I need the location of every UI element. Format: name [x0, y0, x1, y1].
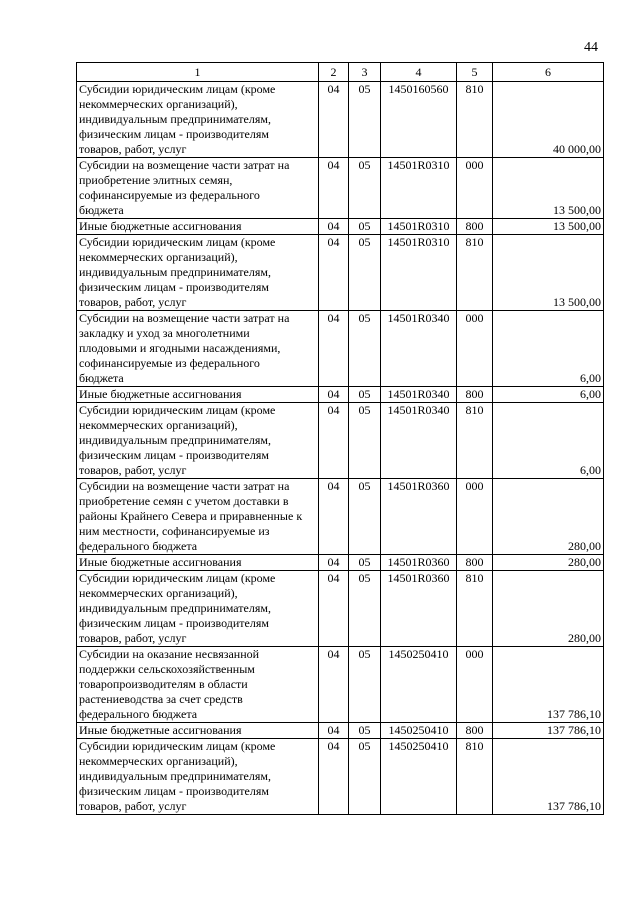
row-section-cell: 04 [319, 739, 349, 815]
row-name-cell: Субсидии на возмещение части затрат на приобретение элитных семян, софинансируемые из федерального бюджета [77, 158, 319, 219]
row-expense-type-cell: 800 [457, 219, 493, 235]
row-subsection-cell: 05 [349, 403, 381, 479]
row-expense-type-cell: 800 [457, 387, 493, 403]
header-col-5: 5 [457, 63, 493, 82]
row-section-cell: 04 [319, 82, 349, 158]
row-expense-type-cell: 810 [457, 235, 493, 311]
header-col-1: 1 [77, 63, 319, 82]
row-subsection-cell: 05 [349, 158, 381, 219]
table-row [77, 723, 604, 739]
row-expense-type-cell: 000 [457, 647, 493, 723]
row-expense-type-cell: 800 [457, 555, 493, 571]
row-target-code-cell: 14501R0340 [381, 403, 457, 479]
row-name-cell: Субсидии юридическим лицам (кроме некоммерческих организаций), индивидуальным предпринимателям, физическим лицам - производителям товаров, работ, услуг [77, 571, 319, 647]
header-col-2: 2 [319, 63, 349, 82]
table-row [77, 219, 604, 235]
row-amount-cell: 137 786,10 [493, 647, 604, 723]
row-name-cell: Иные бюджетные ассигнования [77, 555, 319, 571]
row-section-cell: 04 [319, 647, 349, 723]
table-row [77, 479, 604, 555]
row-amount-cell: 13 500,00 [493, 158, 604, 219]
row-amount-cell: 6,00 [493, 403, 604, 479]
row-subsection-cell: 05 [349, 479, 381, 555]
row-subsection-cell: 05 [349, 739, 381, 815]
row-target-code-cell: 14501R0360 [381, 571, 457, 647]
row-target-code-cell: 14501R0310 [381, 158, 457, 219]
row-name-cell: Субсидии юридическим лицам (кроме некоммерческих организаций), индивидуальным предпринимателям, физическим лицам - производителям товаров, работ, услуг [77, 82, 319, 158]
table-row [77, 571, 604, 647]
row-subsection-cell: 05 [349, 723, 381, 739]
row-section-cell: 04 [319, 403, 349, 479]
row-expense-type-cell: 000 [457, 479, 493, 555]
table-row [77, 555, 604, 571]
row-subsection-cell: 05 [349, 555, 381, 571]
page-number: 44 [584, 40, 598, 55]
row-section-cell: 04 [319, 219, 349, 235]
row-subsection-cell: 05 [349, 219, 381, 235]
row-target-code-cell: 14501R0360 [381, 555, 457, 571]
row-section-cell: 04 [319, 311, 349, 387]
row-name-cell: Субсидии юридическим лицам (кроме некоммерческих организаций), индивидуальным предпринимателям, физическим лицам - производителям товаров, работ, услуг [77, 235, 319, 311]
row-name-cell: Иные бюджетные ассигнования [77, 219, 319, 235]
row-amount-cell: 137 786,10 [493, 723, 604, 739]
header-col-3: 3 [349, 63, 381, 82]
row-amount-cell: 280,00 [493, 555, 604, 571]
row-subsection-cell: 05 [349, 387, 381, 403]
row-name-cell: Субсидии на возмещение части затрат на закладку и уход за многолетними плодовыми и ягодными насаждениями, софинансируемые из федерального бюджета [77, 311, 319, 387]
row-section-cell: 04 [319, 387, 349, 403]
table-row [77, 403, 604, 479]
table-row [77, 82, 604, 158]
row-amount-cell: 6,00 [493, 387, 604, 403]
row-expense-type-cell: 000 [457, 158, 493, 219]
row-section-cell: 04 [319, 479, 349, 555]
table-row [77, 158, 604, 219]
budget-table [76, 62, 604, 815]
row-subsection-cell: 05 [349, 571, 381, 647]
header-col-4: 4 [381, 63, 457, 82]
row-name-cell: Субсидии юридическим лицам (кроме некоммерческих организаций), индивидуальным предпринимателям, физическим лицам - производителям товаров, работ, услуг [77, 403, 319, 479]
row-section-cell: 04 [319, 158, 349, 219]
row-target-code-cell: 14501R0360 [381, 479, 457, 555]
row-expense-type-cell: 810 [457, 403, 493, 479]
row-name-cell: Субсидии на возмещение части затрат на приобретение семян с учетом доставки в районы Крайнего Севера и приравненные к ним местности, софинансируемые из федерального бюджета [77, 479, 319, 555]
row-section-cell: 04 [319, 555, 349, 571]
table-header-row [77, 63, 604, 82]
row-target-code-cell: 1450250410 [381, 647, 457, 723]
row-amount-cell: 6,00 [493, 311, 604, 387]
row-expense-type-cell: 810 [457, 82, 493, 158]
row-amount-cell: 13 500,00 [493, 235, 604, 311]
row-expense-type-cell: 800 [457, 723, 493, 739]
row-subsection-cell: 05 [349, 311, 381, 387]
row-subsection-cell: 05 [349, 235, 381, 311]
row-expense-type-cell: 810 [457, 739, 493, 815]
table-body [77, 82, 604, 815]
header-col-6: 6 [493, 63, 604, 82]
table-row [77, 235, 604, 311]
row-target-code-cell: 1450250410 [381, 739, 457, 815]
row-section-cell: 04 [319, 723, 349, 739]
row-subsection-cell: 05 [349, 82, 381, 158]
table-row [77, 739, 604, 815]
row-section-cell: 04 [319, 235, 349, 311]
row-name-cell: Субсидии юридическим лицам (кроме некоммерческих организаций), индивидуальным предпринимателям, физическим лицам - производителям товаров, работ, услуг [77, 739, 319, 815]
table-row [77, 311, 604, 387]
row-target-code-cell: 14501R0340 [381, 311, 457, 387]
row-expense-type-cell: 810 [457, 571, 493, 647]
row-amount-cell: 280,00 [493, 571, 604, 647]
row-amount-cell: 280,00 [493, 479, 604, 555]
row-target-code-cell: 14501R0310 [381, 219, 457, 235]
row-target-code-cell: 1450250410 [381, 723, 457, 739]
row-name-cell: Иные бюджетные ассигнования [77, 387, 319, 403]
row-expense-type-cell: 000 [457, 311, 493, 387]
row-amount-cell: 40 000,00 [493, 82, 604, 158]
table-row [77, 647, 604, 723]
row-name-cell: Иные бюджетные ассигнования [77, 723, 319, 739]
table-row [77, 387, 604, 403]
row-target-code-cell: 14501R0310 [381, 235, 457, 311]
row-subsection-cell: 05 [349, 647, 381, 723]
row-target-code-cell: 1450160560 [381, 82, 457, 158]
row-amount-cell: 13 500,00 [493, 219, 604, 235]
row-target-code-cell: 14501R0340 [381, 387, 457, 403]
row-name-cell: Субсидии на оказание несвязанной поддержки сельскохозяйственным товаропроизводителям в области растениеводства за счет средств федерального бюджета [77, 647, 319, 723]
row-amount-cell: 137 786,10 [493, 739, 604, 815]
row-section-cell: 04 [319, 571, 349, 647]
